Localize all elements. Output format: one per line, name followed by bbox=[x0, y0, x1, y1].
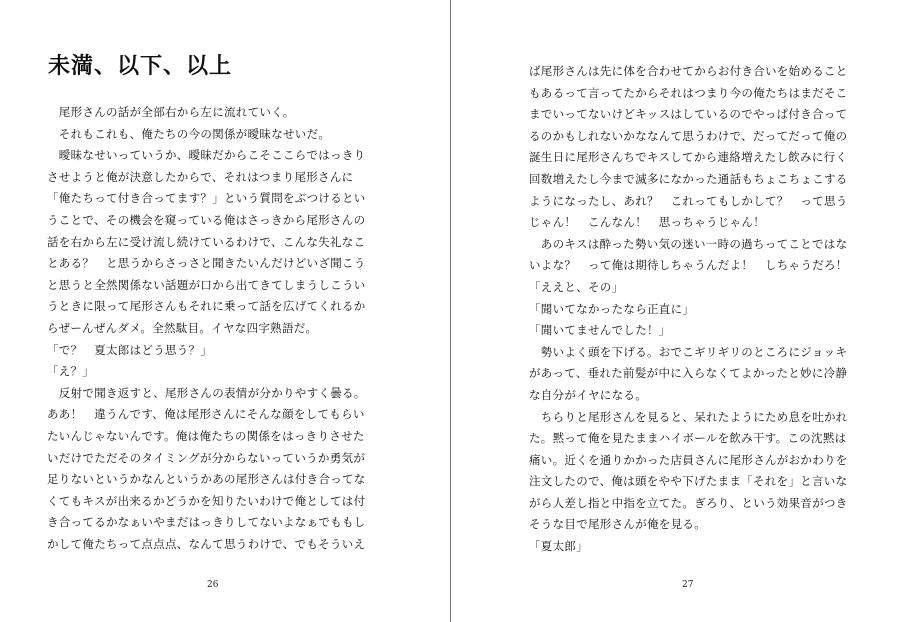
text-line: までいってないけどキッスはしているのでやっぱ付き合って bbox=[529, 107, 848, 122]
text-line: 「聞いてなかったなら正直に」 bbox=[529, 301, 695, 316]
text-line: うときに限って尾形さんもそれに乗って話を広げてくれるか bbox=[47, 299, 366, 314]
text-line: と思うと全然関係ない話題が口から出てきてしまうしこうい bbox=[47, 277, 366, 292]
text-line: 「聞いてませんでした！」 bbox=[529, 323, 671, 338]
page-number-left: 26 bbox=[207, 580, 219, 590]
text-line: ようになったし、あれ？ これってもしかして？ って思う bbox=[529, 193, 848, 208]
text-line: がら人差し指と中指を立てた。ぎろり、という効果音がつき bbox=[529, 495, 848, 510]
text-line: くてもキスが出来るかどうかを知りたいわけで俺としては付 bbox=[47, 493, 366, 508]
text-line: き合ってるかなぁいやまだはっきりしてないよなぁでももし bbox=[47, 515, 366, 530]
text-line: た。黙って俺を見たままハイボールを飲み干す。この沈黙は bbox=[529, 431, 847, 446]
text-line: な自分がイヤになる。 bbox=[529, 387, 647, 402]
right-page bbox=[451, 0, 900, 622]
text-line: 勢いよく頭を下げる。おでこギリギリのところにジョッキ bbox=[529, 344, 848, 359]
text-line: ちらりと尾形さんを見ると、呆れたようにため息を吐かれ bbox=[529, 409, 848, 424]
text-line: 「俺たちって付き合ってます？」という質問をぶつけるとい bbox=[47, 191, 366, 206]
text-line: 痛い。近くを通りかかった店員さんに尾形さんがおかわりを bbox=[529, 452, 848, 467]
text-line: るのかもしれないかななんて思うわけで、だってだって俺の bbox=[529, 128, 848, 143]
text-line: 反射で聞き返すと、尾形さんの表情が分かりやすく曇る。 bbox=[47, 385, 366, 400]
text-line: 話を右から左に受け流し続けているわけで、こんな失礼なこ bbox=[47, 234, 366, 249]
text-line: 曖昧なせいっていうか、曖昧だからこそここらではっきり bbox=[47, 148, 366, 163]
text-line: かして俺たちって点点点、なんて思うわけで、でもそういえ bbox=[47, 536, 366, 551]
text-line: させようと俺が決意したからで、それはつまり尾形さんに bbox=[47, 169, 354, 184]
text-line: 注文したので、俺は頭をやや下げたまま「それを」と言いな bbox=[529, 474, 848, 489]
left-body-text bbox=[47, 102, 387, 555]
chapter-title: 未満、以下、以上 bbox=[48, 54, 233, 79]
text-line: 足りないというかなんというかあの尾形さんは付き合ってな bbox=[47, 472, 366, 487]
right-body-text bbox=[529, 61, 869, 558]
text-line: 「で？ 夏太郎はどう思う？」 bbox=[47, 342, 213, 357]
text-line: 「ええと、その」 bbox=[529, 279, 624, 294]
text-line: らぜーんぜんダメ。全然駄目。イヤな四字熟語だ。 bbox=[47, 320, 318, 335]
text-line: 尾形さんの話が全部右から左に流れていく。 bbox=[47, 105, 295, 119]
text-line: うことで、その機会を窺っている俺はさっきから尾形さんの bbox=[47, 212, 366, 227]
text-line: じゃん！ こんなん！ 思っちゃうじゃん！ bbox=[529, 215, 765, 230]
text-line: たいんじゃないんです。俺は俺たちの関係をはっきりさせた bbox=[47, 428, 365, 443]
text-line: とある？ と思うからさっさと聞きたいんだけどいざ聞こう bbox=[47, 256, 366, 271]
text-line: ああ！ 違うんです、俺は尾形さんにそんな顔をしてもらい bbox=[47, 407, 365, 422]
page-number-right: 27 bbox=[682, 580, 694, 590]
text-line: いよな？ って俺は期待しちゃうんだよ！ しちゃうだろ！ bbox=[529, 258, 848, 273]
text-line: それもこれも、俺たちの今の関係が曖昧なせいだ。 bbox=[47, 126, 331, 141]
text-line: 回数増えたし今まで滅多になかった通話もちょこちょこする bbox=[529, 171, 848, 186]
text-line: もあるって言ってたからそれはつまり今の俺たちはまだそこ bbox=[529, 85, 848, 100]
text-line: いだけでただそのタイミングが分からないっていうか勇気が bbox=[47, 450, 366, 465]
text-line: 「夏太郎」 bbox=[529, 539, 588, 554]
text-line: あのキスは酔った勢い気の迷い一時の過ちってことではな bbox=[529, 236, 848, 251]
text-line: そうな目で尾形さんが俺を見る。 bbox=[529, 517, 706, 532]
text-line: ば尾形さんは先に体を合わせてからお付き合いを始めること bbox=[529, 64, 848, 78]
text-line: 「え？」 bbox=[47, 364, 95, 379]
text-line: 誕生日に尾形さんちでキスしてから連絡増えたし飲みに行く bbox=[529, 150, 848, 165]
text-line: があって、垂れた前髪が中に入らなくてよかったと妙に冷静 bbox=[529, 366, 848, 381]
